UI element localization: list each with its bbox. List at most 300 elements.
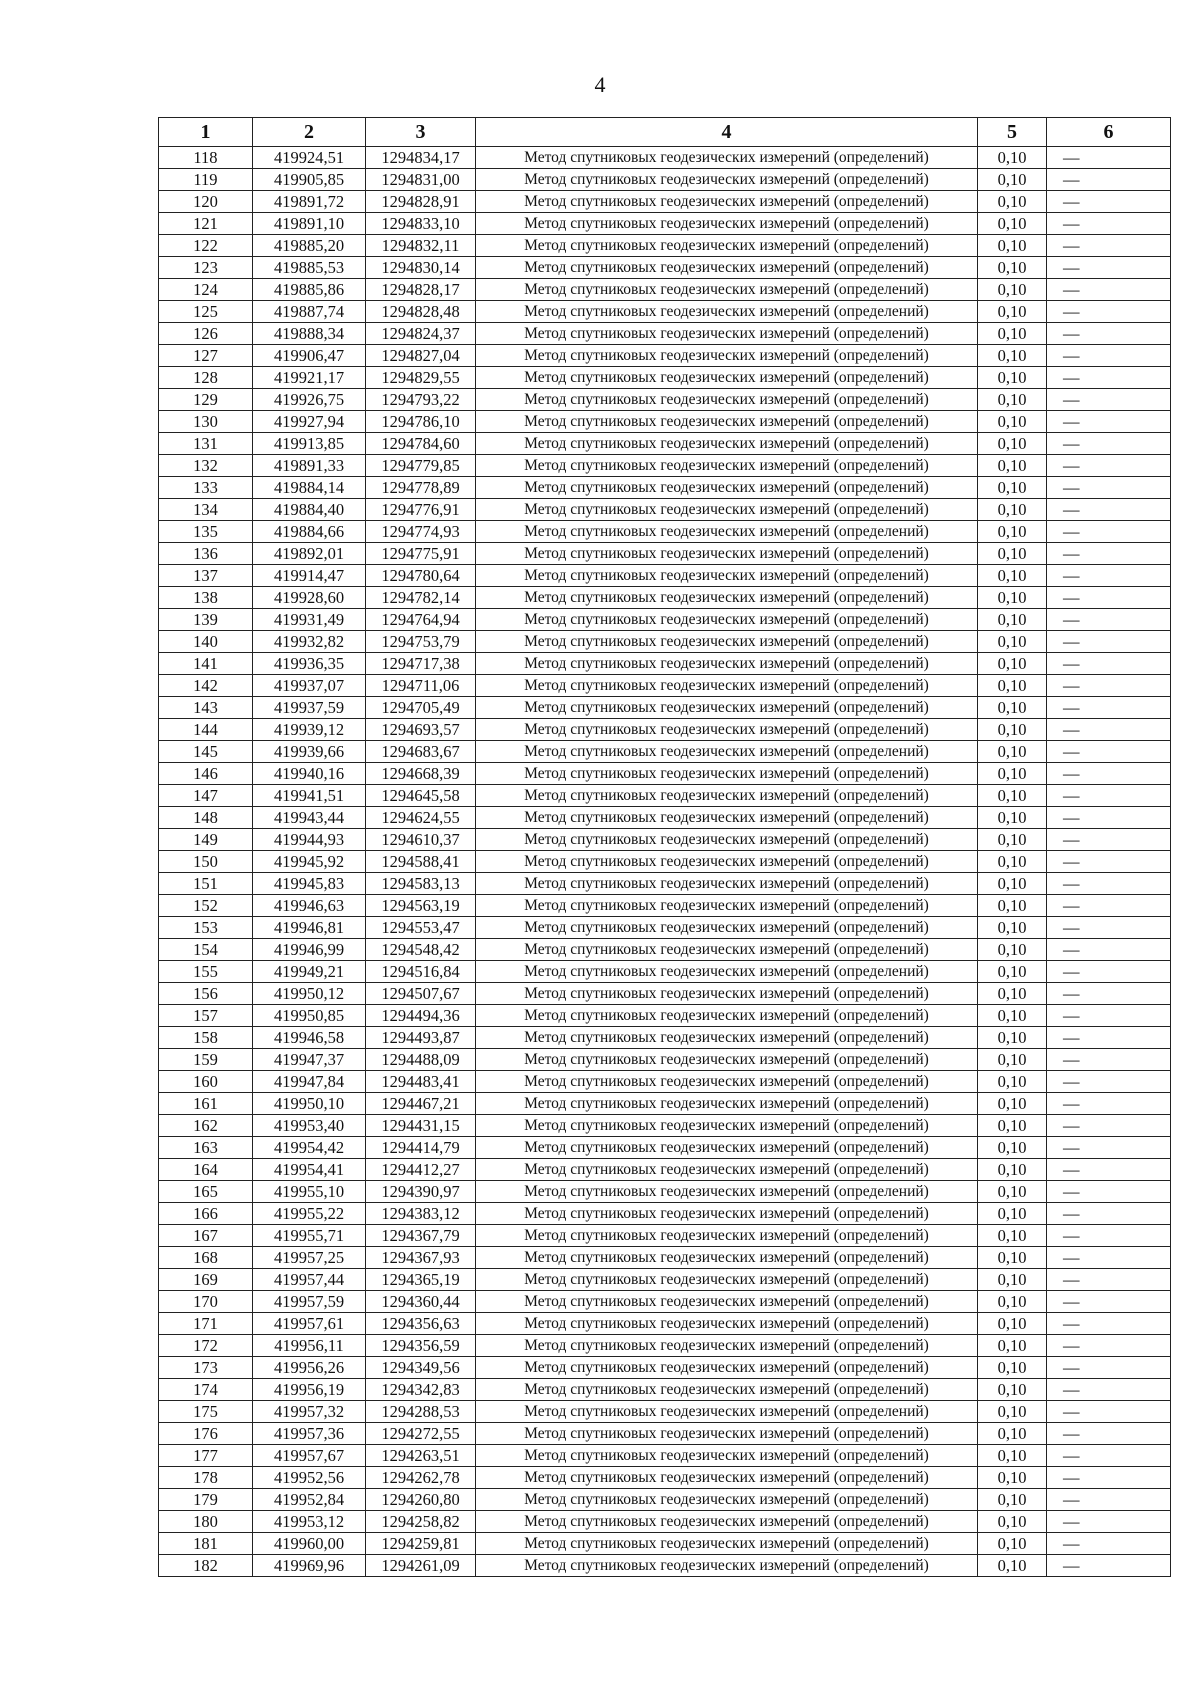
description-cell: — — [1047, 1335, 1171, 1357]
x-coordinate-cell: 419885,20 — [253, 235, 366, 257]
method-cell: Метод спутниковых геодезических измерений (определений) — [476, 697, 978, 719]
table-row — [159, 1401, 1171, 1423]
method-cell: Метод спутниковых геодезических измерений (определений) — [476, 609, 978, 631]
point-number-cell: 136 — [159, 543, 253, 565]
table-row — [159, 1225, 1171, 1247]
y-coordinate-cell: 1294668,39 — [366, 763, 476, 785]
description-cell: — — [1047, 235, 1171, 257]
point-number-cell: 140 — [159, 631, 253, 653]
description-cell: — — [1047, 1247, 1171, 1269]
point-number-cell: 170 — [159, 1291, 253, 1313]
accuracy-cell: 0,10 — [978, 851, 1047, 873]
x-coordinate-cell: 419950,10 — [253, 1093, 366, 1115]
table-row — [159, 499, 1171, 521]
description-cell: — — [1047, 213, 1171, 235]
x-coordinate-cell: 419954,42 — [253, 1137, 366, 1159]
description-cell: — — [1047, 763, 1171, 785]
y-coordinate-cell: 1294693,57 — [366, 719, 476, 741]
x-coordinate-cell: 419957,32 — [253, 1401, 366, 1423]
method-cell: Метод спутниковых геодезических измерений (определений) — [476, 1533, 978, 1555]
point-number-cell: 153 — [159, 917, 253, 939]
description-cell: — — [1047, 1137, 1171, 1159]
point-number-cell: 121 — [159, 213, 253, 235]
method-cell: Метод спутниковых геодезических измерений (определений) — [476, 939, 978, 961]
table-row — [159, 1269, 1171, 1291]
accuracy-cell: 0,10 — [978, 499, 1047, 521]
accuracy-cell: 0,10 — [978, 1247, 1047, 1269]
table-row — [159, 1159, 1171, 1181]
method-cell: Метод спутниковых геодезических измерений (определений) — [476, 653, 978, 675]
table-row — [159, 367, 1171, 389]
accuracy-cell: 0,10 — [978, 411, 1047, 433]
y-coordinate-cell: 1294342,83 — [366, 1379, 476, 1401]
x-coordinate-cell: 419884,14 — [253, 477, 366, 499]
description-cell: — — [1047, 719, 1171, 741]
description-cell: — — [1047, 851, 1171, 873]
x-coordinate-cell: 419932,82 — [253, 631, 366, 653]
y-coordinate-cell: 1294717,38 — [366, 653, 476, 675]
method-cell: Метод спутниковых геодезических измерений (определений) — [476, 543, 978, 565]
y-coordinate-cell: 1294414,79 — [366, 1137, 476, 1159]
point-number-cell: 176 — [159, 1423, 253, 1445]
accuracy-cell: 0,10 — [978, 1203, 1047, 1225]
y-coordinate-cell: 1294272,55 — [366, 1423, 476, 1445]
method-cell: Метод спутниковых геодезических измерений (определений) — [476, 191, 978, 213]
table-row — [159, 587, 1171, 609]
point-number-cell: 124 — [159, 279, 253, 301]
accuracy-cell: 0,10 — [978, 1357, 1047, 1379]
table-row — [159, 1335, 1171, 1357]
method-cell: Метод спутниковых геодезических измерений (определений) — [476, 851, 978, 873]
y-coordinate-cell: 1294610,37 — [366, 829, 476, 851]
point-number-cell: 160 — [159, 1071, 253, 1093]
method-cell: Метод спутниковых геодезических измерений (определений) — [476, 1247, 978, 1269]
accuracy-cell: 0,10 — [978, 477, 1047, 499]
method-cell: Метод спутниковых геодезических измерений (определений) — [476, 1115, 978, 1137]
table-row — [159, 191, 1171, 213]
y-coordinate-cell: 1294349,56 — [366, 1357, 476, 1379]
y-coordinate-cell: 1294412,27 — [366, 1159, 476, 1181]
point-number-cell: 137 — [159, 565, 253, 587]
y-coordinate-cell: 1294793,22 — [366, 389, 476, 411]
table-row — [159, 1445, 1171, 1467]
accuracy-cell: 0,10 — [978, 961, 1047, 983]
y-coordinate-cell: 1294776,91 — [366, 499, 476, 521]
point-number-cell: 174 — [159, 1379, 253, 1401]
point-number-cell: 151 — [159, 873, 253, 895]
method-cell: Метод спутниковых геодезических измерений (определений) — [476, 1511, 978, 1533]
description-cell: — — [1047, 807, 1171, 829]
accuracy-cell: 0,10 — [978, 631, 1047, 653]
description-cell: — — [1047, 1005, 1171, 1027]
y-coordinate-cell: 1294778,89 — [366, 477, 476, 499]
method-cell: Метод спутниковых геодезических измерений (определений) — [476, 631, 978, 653]
point-number-cell: 143 — [159, 697, 253, 719]
table-row — [159, 345, 1171, 367]
table-row — [159, 1005, 1171, 1027]
x-coordinate-cell: 419956,19 — [253, 1379, 366, 1401]
description-cell: — — [1047, 873, 1171, 895]
description-cell: — — [1047, 521, 1171, 543]
table-row — [159, 323, 1171, 345]
x-coordinate-cell: 419884,66 — [253, 521, 366, 543]
x-coordinate-cell: 419957,61 — [253, 1313, 366, 1335]
x-coordinate-cell: 419931,49 — [253, 609, 366, 631]
y-coordinate-cell: 1294262,78 — [366, 1467, 476, 1489]
accuracy-cell: 0,10 — [978, 785, 1047, 807]
method-cell: Метод спутниковых геодезических измерений (определений) — [476, 455, 978, 477]
y-coordinate-cell: 1294563,19 — [366, 895, 476, 917]
description-cell: — — [1047, 983, 1171, 1005]
point-number-cell: 122 — [159, 235, 253, 257]
table-row — [159, 257, 1171, 279]
point-number-cell: 180 — [159, 1511, 253, 1533]
description-cell: — — [1047, 1533, 1171, 1555]
x-coordinate-cell: 419957,36 — [253, 1423, 366, 1445]
y-coordinate-cell: 1294753,79 — [366, 631, 476, 653]
method-cell: Метод спутниковых геодезических измерений (определений) — [476, 1203, 978, 1225]
x-coordinate-cell: 419913,85 — [253, 433, 366, 455]
y-coordinate-cell: 1294824,37 — [366, 323, 476, 345]
table-row — [159, 235, 1171, 257]
table-row — [159, 653, 1171, 675]
table-body — [159, 147, 1171, 1577]
description-cell: — — [1047, 499, 1171, 521]
description-cell: — — [1047, 587, 1171, 609]
accuracy-cell: 0,10 — [978, 587, 1047, 609]
y-coordinate-cell: 1294288,53 — [366, 1401, 476, 1423]
y-coordinate-cell: 1294507,67 — [366, 983, 476, 1005]
x-coordinate-cell: 419937,59 — [253, 697, 366, 719]
table-row — [159, 873, 1171, 895]
description-cell: — — [1047, 191, 1171, 213]
table-row — [159, 1489, 1171, 1511]
y-coordinate-cell: 1294829,55 — [366, 367, 476, 389]
accuracy-cell: 0,10 — [978, 433, 1047, 455]
y-coordinate-cell: 1294764,94 — [366, 609, 476, 631]
y-coordinate-cell: 1294831,00 — [366, 169, 476, 191]
table-row — [159, 961, 1171, 983]
description-cell: — — [1047, 829, 1171, 851]
accuracy-cell: 0,10 — [978, 873, 1047, 895]
description-cell: — — [1047, 411, 1171, 433]
accuracy-cell: 0,10 — [978, 1291, 1047, 1313]
x-coordinate-cell: 419945,83 — [253, 873, 366, 895]
x-coordinate-cell: 419891,10 — [253, 213, 366, 235]
accuracy-cell: 0,10 — [978, 147, 1047, 169]
description-cell: — — [1047, 1379, 1171, 1401]
y-coordinate-cell: 1294483,41 — [366, 1071, 476, 1093]
x-coordinate-cell: 419939,12 — [253, 719, 366, 741]
table-row — [159, 1093, 1171, 1115]
description-cell: — — [1047, 1225, 1171, 1247]
y-coordinate-cell: 1294383,12 — [366, 1203, 476, 1225]
accuracy-cell: 0,10 — [978, 1269, 1047, 1291]
x-coordinate-cell: 419953,12 — [253, 1511, 366, 1533]
x-coordinate-cell: 419960,00 — [253, 1533, 366, 1555]
x-coordinate-cell: 419946,63 — [253, 895, 366, 917]
accuracy-cell: 0,10 — [978, 807, 1047, 829]
y-coordinate-cell: 1294830,14 — [366, 257, 476, 279]
method-cell: Метод спутниковых геодезических измерений (определений) — [476, 1313, 978, 1335]
table-row — [159, 389, 1171, 411]
method-cell: Метод спутниковых геодезических измерений (определений) — [476, 763, 978, 785]
table-row — [159, 785, 1171, 807]
y-coordinate-cell: 1294784,60 — [366, 433, 476, 455]
method-cell: Метод спутниковых геодезических измерений (определений) — [476, 323, 978, 345]
method-cell: Метод спутниковых геодезических измерений (определений) — [476, 1181, 978, 1203]
accuracy-cell: 0,10 — [978, 1093, 1047, 1115]
description-cell: — — [1047, 169, 1171, 191]
description-cell: — — [1047, 1159, 1171, 1181]
method-cell: Метод спутниковых геодезических измерений (определений) — [476, 917, 978, 939]
table-row — [159, 1313, 1171, 1335]
accuracy-cell: 0,10 — [978, 389, 1047, 411]
table-row — [159, 1049, 1171, 1071]
accuracy-cell: 0,10 — [978, 1049, 1047, 1071]
y-coordinate-cell: 1294645,58 — [366, 785, 476, 807]
accuracy-cell: 0,10 — [978, 1489, 1047, 1511]
point-number-cell: 142 — [159, 675, 253, 697]
x-coordinate-cell: 419921,17 — [253, 367, 366, 389]
point-number-cell: 132 — [159, 455, 253, 477]
description-cell: — — [1047, 477, 1171, 499]
table-row — [159, 455, 1171, 477]
x-coordinate-cell: 419956,26 — [253, 1357, 366, 1379]
table-row — [159, 851, 1171, 873]
x-coordinate-cell: 419927,94 — [253, 411, 366, 433]
accuracy-cell: 0,10 — [978, 653, 1047, 675]
method-cell: Метод спутниковых геодезических измерений (определений) — [476, 1071, 978, 1093]
table-row — [159, 1533, 1171, 1555]
point-number-cell: 182 — [159, 1555, 253, 1577]
accuracy-cell: 0,10 — [978, 829, 1047, 851]
x-coordinate-cell: 419953,40 — [253, 1115, 366, 1137]
point-number-cell: 123 — [159, 257, 253, 279]
point-number-cell: 156 — [159, 983, 253, 1005]
point-number-cell: 125 — [159, 301, 253, 323]
y-coordinate-cell: 1294548,42 — [366, 939, 476, 961]
y-coordinate-cell: 1294779,85 — [366, 455, 476, 477]
description-cell: — — [1047, 433, 1171, 455]
point-number-cell: 120 — [159, 191, 253, 213]
x-coordinate-cell: 419924,51 — [253, 147, 366, 169]
accuracy-cell: 0,10 — [978, 543, 1047, 565]
point-number-cell: 165 — [159, 1181, 253, 1203]
table-row — [159, 939, 1171, 961]
y-coordinate-cell: 1294259,81 — [366, 1533, 476, 1555]
method-cell: Метод спутниковых геодезических измерений (определений) — [476, 1027, 978, 1049]
point-number-cell: 155 — [159, 961, 253, 983]
coordinates-table — [158, 117, 1171, 1577]
method-cell: Метод спутниковых геодезических измерений (определений) — [476, 521, 978, 543]
table-row — [159, 1071, 1171, 1093]
x-coordinate-cell: 419946,81 — [253, 917, 366, 939]
table-row — [159, 983, 1171, 1005]
x-coordinate-cell: 419944,93 — [253, 829, 366, 851]
method-cell: Метод спутниковых геодезических измерений (определений) — [476, 169, 978, 191]
accuracy-cell: 0,10 — [978, 895, 1047, 917]
table-row — [159, 719, 1171, 741]
method-cell: Метод спутниковых геодезических измерений (определений) — [476, 1291, 978, 1313]
x-coordinate-cell: 419950,12 — [253, 983, 366, 1005]
accuracy-cell: 0,10 — [978, 1533, 1047, 1555]
accuracy-cell: 0,10 — [978, 1159, 1047, 1181]
y-coordinate-cell: 1294583,13 — [366, 873, 476, 895]
point-number-cell: 179 — [159, 1489, 253, 1511]
description-cell: — — [1047, 1181, 1171, 1203]
method-cell: Метод спутниковых геодезических измерений (определений) — [476, 1159, 978, 1181]
y-coordinate-cell: 1294493,87 — [366, 1027, 476, 1049]
method-cell: Метод спутниковых геодезических измерений (определений) — [476, 1137, 978, 1159]
accuracy-cell: 0,10 — [978, 169, 1047, 191]
method-cell: Метод спутниковых геодезических измерений (определений) — [476, 1555, 978, 1577]
accuracy-cell: 0,10 — [978, 675, 1047, 697]
table-row — [159, 1027, 1171, 1049]
table-row — [159, 565, 1171, 587]
description-cell: — — [1047, 455, 1171, 477]
point-number-cell: 150 — [159, 851, 253, 873]
table-row — [159, 1467, 1171, 1489]
header-col-5: 5 — [978, 118, 1047, 147]
x-coordinate-cell: 419945,92 — [253, 851, 366, 873]
x-coordinate-cell: 419955,71 — [253, 1225, 366, 1247]
table-row — [159, 697, 1171, 719]
method-cell: Метод спутниковых геодезических измерений (определений) — [476, 389, 978, 411]
method-cell: Метод спутниковых геодезических измерений (определений) — [476, 301, 978, 323]
method-cell: Метод спутниковых геодезических измерений (определений) — [476, 1005, 978, 1027]
point-number-cell: 118 — [159, 147, 253, 169]
method-cell: Метод спутниковых геодезических измерений (определений) — [476, 961, 978, 983]
y-coordinate-cell: 1294828,17 — [366, 279, 476, 301]
description-cell: — — [1047, 565, 1171, 587]
description-cell: — — [1047, 323, 1171, 345]
accuracy-cell: 0,10 — [978, 719, 1047, 741]
y-coordinate-cell: 1294774,93 — [366, 521, 476, 543]
accuracy-cell: 0,10 — [978, 1181, 1047, 1203]
table-row — [159, 1423, 1171, 1445]
table-row — [159, 609, 1171, 631]
table-row — [159, 1379, 1171, 1401]
x-coordinate-cell: 419926,75 — [253, 389, 366, 411]
accuracy-cell: 0,10 — [978, 191, 1047, 213]
point-number-cell: 141 — [159, 653, 253, 675]
description-cell: — — [1047, 1401, 1171, 1423]
x-coordinate-cell: 419943,44 — [253, 807, 366, 829]
method-cell: Метод спутниковых геодезических измерений (определений) — [476, 895, 978, 917]
method-cell: Метод спутниковых геодезических измерений (определений) — [476, 1093, 978, 1115]
point-number-cell: 166 — [159, 1203, 253, 1225]
x-coordinate-cell: 419885,86 — [253, 279, 366, 301]
accuracy-cell: 0,10 — [978, 521, 1047, 543]
description-cell: — — [1047, 1071, 1171, 1093]
y-coordinate-cell: 1294553,47 — [366, 917, 476, 939]
method-cell: Метод спутниковых геодезических измерений (определений) — [476, 1445, 978, 1467]
method-cell: Метод спутниковых геодезических измерений (определений) — [476, 587, 978, 609]
table-row — [159, 917, 1171, 939]
description-cell: — — [1047, 785, 1171, 807]
point-number-cell: 168 — [159, 1247, 253, 1269]
table-row — [159, 631, 1171, 653]
x-coordinate-cell: 419937,07 — [253, 675, 366, 697]
method-cell: Метод спутниковых геодезических измерений (определений) — [476, 433, 978, 455]
description-cell: — — [1047, 1357, 1171, 1379]
x-coordinate-cell: 419957,59 — [253, 1291, 366, 1313]
x-coordinate-cell: 419887,74 — [253, 301, 366, 323]
accuracy-cell: 0,10 — [978, 917, 1047, 939]
method-cell: Метод спутниковых геодезических измерений (определений) — [476, 1467, 978, 1489]
x-coordinate-cell: 419946,99 — [253, 939, 366, 961]
point-number-cell: 158 — [159, 1027, 253, 1049]
x-coordinate-cell: 419955,10 — [253, 1181, 366, 1203]
x-coordinate-cell: 419956,11 — [253, 1335, 366, 1357]
accuracy-cell: 0,10 — [978, 279, 1047, 301]
description-cell: — — [1047, 631, 1171, 653]
point-number-cell: 169 — [159, 1269, 253, 1291]
method-cell: Метод спутниковых геодезических измерений (определений) — [476, 257, 978, 279]
method-cell: Метод спутниковых геодезических измерений (определений) — [476, 565, 978, 587]
point-number-cell: 127 — [159, 345, 253, 367]
description-cell: — — [1047, 1313, 1171, 1335]
point-number-cell: 139 — [159, 609, 253, 631]
description-cell: — — [1047, 1269, 1171, 1291]
x-coordinate-cell: 419891,72 — [253, 191, 366, 213]
method-cell: Метод спутниковых геодезических измерений (определений) — [476, 785, 978, 807]
table-row — [159, 521, 1171, 543]
description-cell: — — [1047, 1115, 1171, 1137]
table-row — [159, 147, 1171, 169]
description-cell: — — [1047, 697, 1171, 719]
y-coordinate-cell: 1294356,63 — [366, 1313, 476, 1335]
header-col-2: 2 — [253, 118, 366, 147]
x-coordinate-cell: 419914,47 — [253, 565, 366, 587]
table-row — [159, 1247, 1171, 1269]
description-cell: — — [1047, 1291, 1171, 1313]
accuracy-cell: 0,10 — [978, 257, 1047, 279]
accuracy-cell: 0,10 — [978, 763, 1047, 785]
accuracy-cell: 0,10 — [978, 1467, 1047, 1489]
accuracy-cell: 0,10 — [978, 697, 1047, 719]
y-coordinate-cell: 1294834,17 — [366, 147, 476, 169]
table-row — [159, 433, 1171, 455]
point-number-cell: 178 — [159, 1467, 253, 1489]
x-coordinate-cell: 419952,84 — [253, 1489, 366, 1511]
accuracy-cell: 0,10 — [978, 1555, 1047, 1577]
table-row — [159, 741, 1171, 763]
y-coordinate-cell: 1294780,64 — [366, 565, 476, 587]
description-cell: — — [1047, 675, 1171, 697]
method-cell: Метод спутниковых геодезических измерений (определений) — [476, 1401, 978, 1423]
method-cell: Метод спутниковых геодезических измерений (определений) — [476, 147, 978, 169]
method-cell: Метод спутниковых геодезических измерений (определений) — [476, 499, 978, 521]
point-number-cell: 145 — [159, 741, 253, 763]
page-number: 4 — [594, 72, 606, 97]
y-coordinate-cell: 1294833,10 — [366, 213, 476, 235]
accuracy-cell: 0,10 — [978, 1335, 1047, 1357]
x-coordinate-cell: 419905,85 — [253, 169, 366, 191]
header-col-3: 3 — [366, 118, 476, 147]
table-row — [159, 1291, 1171, 1313]
x-coordinate-cell: 419969,96 — [253, 1555, 366, 1577]
table-row — [159, 279, 1171, 301]
accuracy-cell: 0,10 — [978, 1313, 1047, 1335]
table-row — [159, 763, 1171, 785]
x-coordinate-cell: 419954,41 — [253, 1159, 366, 1181]
header-col-4: 4 — [476, 118, 978, 147]
description-cell: — — [1047, 345, 1171, 367]
point-number-cell: 126 — [159, 323, 253, 345]
x-coordinate-cell: 419947,37 — [253, 1049, 366, 1071]
